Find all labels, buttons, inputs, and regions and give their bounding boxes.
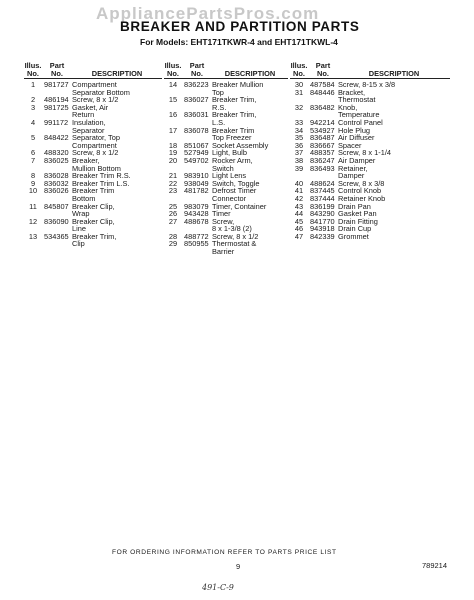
part-number: 983079 (184, 201, 209, 211)
part-description: Timer (212, 209, 231, 219)
illus-number: 44 (294, 209, 304, 219)
part-description: Screw, 8 x 1/2 (72, 95, 119, 105)
part-description: Gasket, Air Return (72, 102, 109, 120)
part-description: Drain Fitting (338, 216, 378, 226)
part-description: Rocker Arm, Switch (212, 155, 253, 173)
part-number: 836199 (310, 201, 335, 211)
header-part-no: Part No. (189, 61, 205, 78)
part-description: Air Diffuser (338, 133, 375, 143)
part-number: 938049 (184, 178, 209, 188)
ordering-footer: FOR ORDERING INFORMATION REFER TO PARTS PRICE LIST (112, 549, 337, 556)
part-description: Separator, Top Compartment (72, 133, 120, 150)
header-illus-no: Illus. No. (290, 61, 308, 78)
part-row (24, 157, 162, 172)
parts-column-3 (290, 60, 450, 240)
illus-number: 3 (30, 102, 36, 112)
illus-number: 43 (294, 201, 304, 211)
illus-number: 15 (168, 95, 178, 105)
part-row (24, 218, 162, 233)
part-row (164, 81, 288, 96)
part-number: 836090 (44, 216, 69, 226)
part-row (24, 134, 162, 149)
illus-number: 16 (168, 110, 178, 120)
part-number: 848446 (310, 87, 335, 97)
part-description: Timer, Container (212, 201, 267, 211)
illus-number: 19 (168, 148, 178, 158)
part-description: Breaker Trim, L.S. (212, 110, 257, 127)
column-header (164, 60, 288, 79)
part-row (290, 233, 450, 241)
part-description: Bracket, Thermostat (338, 87, 376, 105)
illus-number: 21 (168, 171, 178, 181)
page-number: 9 (236, 562, 241, 571)
illus-number: 5 (30, 133, 36, 143)
header-part-no: Part No. (315, 61, 331, 78)
part-row (24, 104, 162, 119)
illus-number: 30 (294, 80, 304, 89)
illus-number: 6 (30, 148, 36, 158)
illus-number: 46 (294, 224, 304, 234)
part-number: 851067 (184, 140, 209, 150)
header-illus-no: Illus. No. (24, 61, 42, 78)
part-number: 942214 (310, 117, 335, 127)
header-description: DESCRIPTION (224, 69, 276, 78)
handwritten-note: 491-C-9 (202, 583, 234, 592)
header-description: DESCRIPTION (368, 69, 420, 78)
part-description: Screw, 8 x 3/8 (338, 178, 385, 188)
part-description: Grommet (338, 231, 369, 241)
part-number: 850955 (184, 239, 209, 249)
part-number: 836027 (184, 95, 209, 105)
page-title: BREAKER AND PARTITION PARTS (120, 19, 360, 34)
parts-list (290, 81, 450, 240)
part-description: Light Lens (212, 171, 247, 181)
part-description: Hole Plug (338, 125, 371, 135)
part-row (290, 165, 450, 180)
part-row (164, 187, 288, 202)
illus-number: 2 (30, 95, 36, 105)
part-description: Screw, 8-15 x 3/8 (338, 80, 396, 89)
part-number: 836028 (44, 171, 69, 181)
illus-number: 9 (30, 178, 36, 188)
part-number: 943428 (184, 209, 209, 219)
part-description: Breaker, Mullion Bottom (72, 155, 121, 173)
parts-column-2 (164, 60, 288, 256)
part-number: 534365 (44, 231, 69, 241)
part-row (24, 187, 162, 202)
part-description: Drain Cup (338, 224, 372, 234)
illus-number: 12 (28, 216, 38, 226)
part-description: Breaker Trim Bottom (72, 186, 115, 203)
part-description: Breaker Clip, Wrap (72, 201, 115, 219)
illus-number: 45 (294, 216, 304, 226)
models-subtitle: For Models: EHT171TKWR-4 and EHT171TKWL-4 (140, 37, 338, 47)
part-description: Breaker Trim, R.S. (212, 95, 257, 112)
illus-number: 20 (168, 155, 178, 165)
part-number: 488320 (44, 148, 69, 158)
part-number: 836025 (44, 155, 69, 165)
part-description: Knob, Temperature (338, 102, 380, 120)
part-description: Defrost Timer Connector (212, 186, 257, 203)
illus-number: 29 (168, 239, 178, 249)
part-number: 836026 (44, 186, 69, 196)
illus-number: 35 (294, 133, 304, 143)
illus-number: 11 (29, 201, 37, 211)
illus-number: 23 (168, 186, 178, 196)
part-description: Thermostat & Barrier (212, 239, 257, 257)
part-number: 837445 (310, 186, 335, 196)
header-illus-no: Illus. No. (164, 61, 182, 78)
part-description: Breaker Trim Top Freezer (212, 125, 255, 143)
illus-number: 40 (294, 178, 304, 188)
column-header (290, 60, 450, 79)
part-row (24, 203, 162, 218)
part-number: 488624 (310, 178, 335, 188)
illus-number: 18 (168, 140, 178, 150)
part-description: Screw, 8 x 1/2 (72, 148, 119, 158)
part-number: 549702 (184, 155, 209, 165)
illus-number: 37 (294, 148, 304, 158)
part-description: Breaker Trim L.S. (72, 178, 130, 188)
part-row (164, 157, 288, 172)
illus-number: 22 (168, 178, 178, 188)
part-row (24, 233, 162, 248)
part-number: 486194 (44, 95, 69, 105)
parts-list (164, 81, 288, 256)
column-header (24, 60, 162, 79)
part-description: Air Damper (338, 155, 376, 165)
part-description: Compartment Separator Bottom (72, 80, 130, 97)
part-row (24, 119, 162, 134)
illus-number: 32 (294, 102, 304, 112)
illus-number: 17 (168, 125, 178, 135)
part-number: 943918 (310, 224, 335, 234)
illus-number: 26 (168, 209, 178, 219)
part-number: 836031 (184, 110, 209, 120)
illus-number: 39 (294, 163, 304, 173)
part-number: 488772 (184, 231, 209, 241)
part-number: 487584 (310, 80, 335, 89)
parts-list (24, 81, 162, 248)
part-number: 836078 (184, 125, 209, 135)
part-row (164, 127, 288, 142)
part-row (164, 96, 288, 111)
part-description: Control Panel (338, 117, 383, 127)
illus-number: 8 (30, 171, 36, 181)
illus-number: 10 (28, 186, 38, 196)
part-description: Screw, 8 x 1/2 (212, 231, 259, 241)
illus-number: 7 (30, 155, 36, 165)
illus-number: 1 (30, 80, 36, 89)
illus-number: 13 (28, 231, 38, 241)
part-number: 983910 (184, 171, 209, 181)
part-row (290, 89, 450, 104)
parts-column-1 (24, 60, 162, 248)
part-number: 837444 (310, 193, 335, 203)
part-number: 981727 (44, 80, 69, 89)
part-description: Breaker Mullion Top (212, 80, 264, 97)
illus-number: 42 (294, 193, 304, 203)
part-description: Light, Bulb (212, 148, 247, 158)
part-row (164, 218, 288, 233)
part-number: 836247 (310, 155, 335, 165)
part-description: Breaker Trim, Clip (72, 231, 117, 249)
part-number: 534927 (310, 125, 335, 135)
illus-number: 25 (168, 201, 178, 211)
part-number: 836493 (310, 163, 335, 173)
part-description: Retainer, Damper (338, 163, 368, 181)
illus-number: 33 (294, 117, 304, 127)
part-number: 845807 (44, 201, 69, 211)
part-description: Socket Assembly (212, 140, 269, 150)
part-row (164, 111, 288, 126)
part-number: 981725 (44, 102, 69, 112)
illus-number: 31 (294, 87, 304, 97)
part-number: 836487 (310, 133, 335, 143)
part-description: Screw, 8 x 1-1/4 (338, 148, 391, 158)
part-description: Drain Pan (338, 201, 371, 211)
part-description: Switch, Toggle (212, 178, 260, 188)
part-description: Spacer (338, 140, 362, 150)
part-number: 488678 (184, 216, 209, 226)
illus-number: 41 (294, 186, 304, 196)
part-description: Gasket Pan (338, 209, 377, 219)
part-number: 481782 (184, 186, 209, 196)
illus-number: 4 (30, 117, 36, 127)
part-number: 527949 (184, 148, 209, 158)
part-row (290, 104, 450, 119)
part-number: 848422 (44, 133, 69, 143)
part-description: Screw, 8 x 1-3/8 (2) (212, 216, 252, 234)
header-description: DESCRIPTION (91, 69, 143, 78)
part-number: 991172 (44, 117, 69, 127)
part-description: Breaker Clip, Line (72, 216, 115, 234)
part-number: 836032 (44, 178, 69, 188)
part-number: 836667 (310, 140, 335, 150)
illus-number: 14 (168, 80, 178, 89)
part-description: Breaker Trim R.S. (72, 171, 131, 181)
part-row (24, 81, 162, 96)
illus-number: 38 (294, 155, 304, 165)
part-description: Control Knob (338, 186, 382, 196)
illus-number: 28 (168, 231, 178, 241)
document-number: 789214 (422, 561, 448, 570)
illus-number: 34 (294, 125, 304, 135)
part-description: Insulation, Separator (72, 117, 106, 135)
watermark: AppliancePartsPros.com (96, 4, 320, 23)
illus-number: 36 (294, 140, 304, 150)
part-number: 488357 (310, 148, 335, 158)
part-row (164, 240, 288, 255)
part-number: 836223 (184, 80, 209, 89)
header-part-no: Part No. (49, 61, 65, 78)
part-number: 842339 (310, 231, 335, 241)
illus-number: 47 (294, 231, 304, 241)
part-number: 836482 (310, 102, 335, 112)
part-number: 843290 (310, 209, 335, 219)
part-description: Retainer Knob (338, 193, 386, 203)
illus-number: 27 (168, 216, 178, 226)
part-number: 841770 (310, 216, 335, 226)
